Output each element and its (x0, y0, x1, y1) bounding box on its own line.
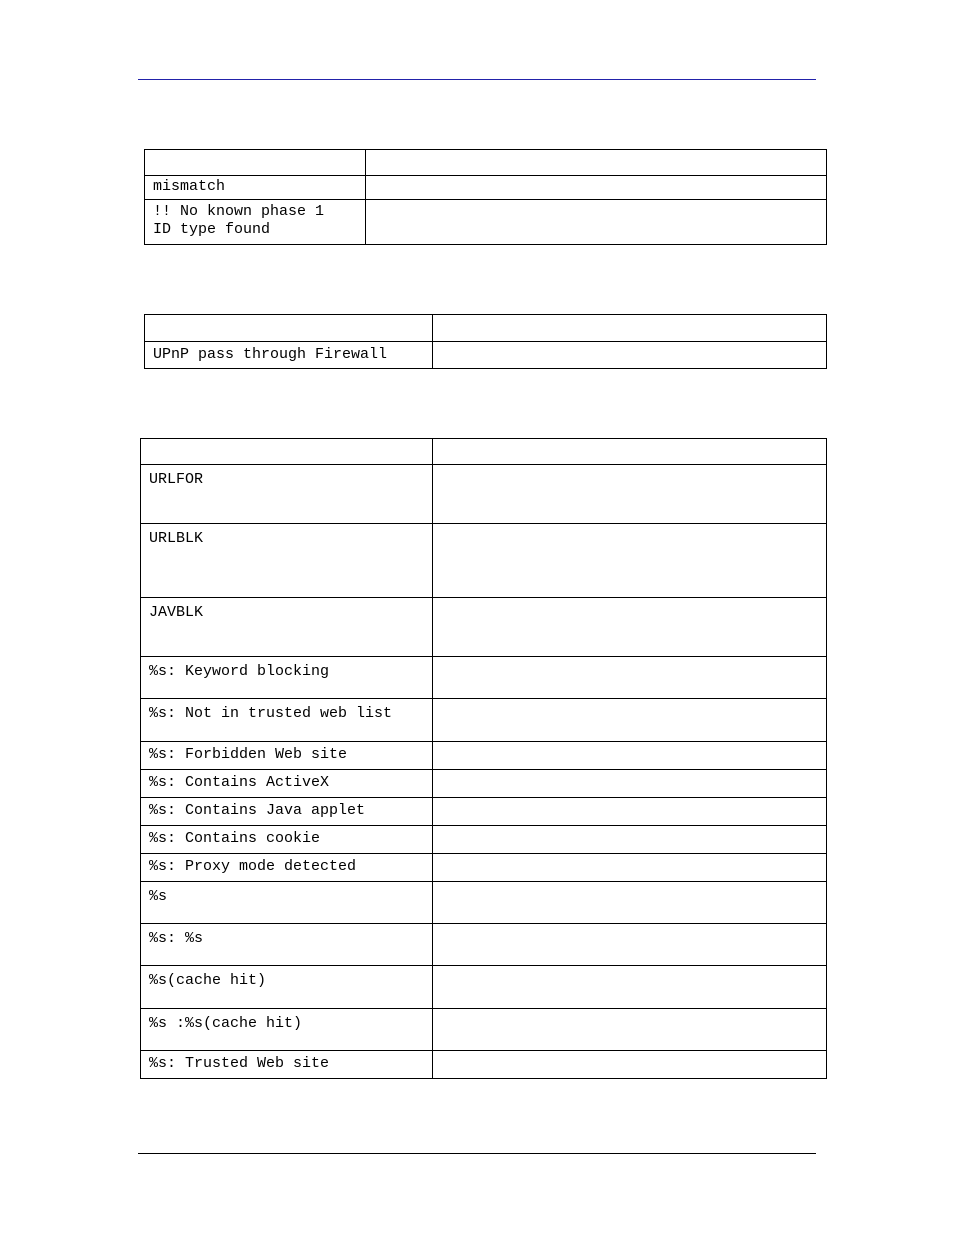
log-message-cell: !! No known phase 1 ID type found (145, 200, 366, 245)
header-cell (433, 439, 827, 465)
table-row (141, 742, 827, 770)
table-row (141, 966, 827, 1009)
log-message-cell: %s: Proxy mode detected (141, 854, 433, 882)
log-message-cell: %s: Contains ActiveX (141, 770, 433, 798)
header-cell (366, 150, 827, 176)
header-cell (433, 315, 827, 342)
table-row (141, 1051, 827, 1079)
description-cell (433, 598, 827, 657)
log-message-cell: %s: Forbidden Web site (141, 742, 433, 770)
description-cell (433, 924, 827, 966)
description-cell (433, 465, 827, 524)
log-message-cell: %s(cache hit) (141, 966, 433, 1009)
log-message-cell: URLFOR (141, 465, 433, 524)
content-filter-log-table (140, 438, 827, 1079)
description-cell (433, 854, 827, 882)
log-message-cell: URLBLK (141, 524, 433, 598)
log-message-cell: %s: Contains cookie (141, 826, 433, 854)
description-cell (433, 770, 827, 798)
log-message-cell: %s: Keyword blocking (141, 657, 433, 699)
ipsec-log-table (144, 149, 827, 245)
table-header-row (145, 315, 827, 342)
table-row (145, 176, 827, 200)
description-cell (433, 966, 827, 1009)
table-row (141, 1009, 827, 1051)
description-cell (433, 882, 827, 924)
table-row (141, 524, 827, 598)
table-row (141, 798, 827, 826)
header-cell (141, 439, 433, 465)
table-row (141, 826, 827, 854)
table-row (141, 699, 827, 742)
upnp-log-table (144, 314, 827, 369)
description-cell (433, 798, 827, 826)
table-row (141, 924, 827, 966)
description-cell (433, 826, 827, 854)
description-cell (433, 524, 827, 598)
log-message-cell: %s :%s(cache hit) (141, 1009, 433, 1051)
log-message-cell: mismatch (145, 176, 366, 200)
table-header-row (145, 150, 827, 176)
description-cell (433, 1009, 827, 1051)
header-rule (138, 79, 816, 80)
description-cell (366, 200, 827, 245)
footer-rule (138, 1153, 816, 1154)
log-message-cell: %s: %s (141, 924, 433, 966)
table-row (141, 882, 827, 924)
table-header-row (141, 439, 827, 465)
description-cell (433, 657, 827, 699)
table-row (141, 657, 827, 699)
table-row (141, 465, 827, 524)
description-cell (433, 1051, 827, 1079)
description-cell (433, 342, 827, 369)
header-cell (145, 150, 366, 176)
description-cell (433, 699, 827, 742)
table-row (141, 770, 827, 798)
header-cell (145, 315, 433, 342)
log-message-cell: %s: Trusted Web site (141, 1051, 433, 1079)
table-row (145, 342, 827, 369)
description-cell (433, 742, 827, 770)
log-message-cell: %s: Contains Java applet (141, 798, 433, 826)
description-cell (366, 176, 827, 200)
log-message-cell: UPnP pass through Firewall (145, 342, 433, 369)
table-row (145, 200, 827, 245)
log-message-cell: %s (141, 882, 433, 924)
log-message-cell: JAVBLK (141, 598, 433, 657)
log-message-cell: %s: Not in trusted web list (141, 699, 433, 742)
table-row (141, 598, 827, 657)
table-row (141, 854, 827, 882)
